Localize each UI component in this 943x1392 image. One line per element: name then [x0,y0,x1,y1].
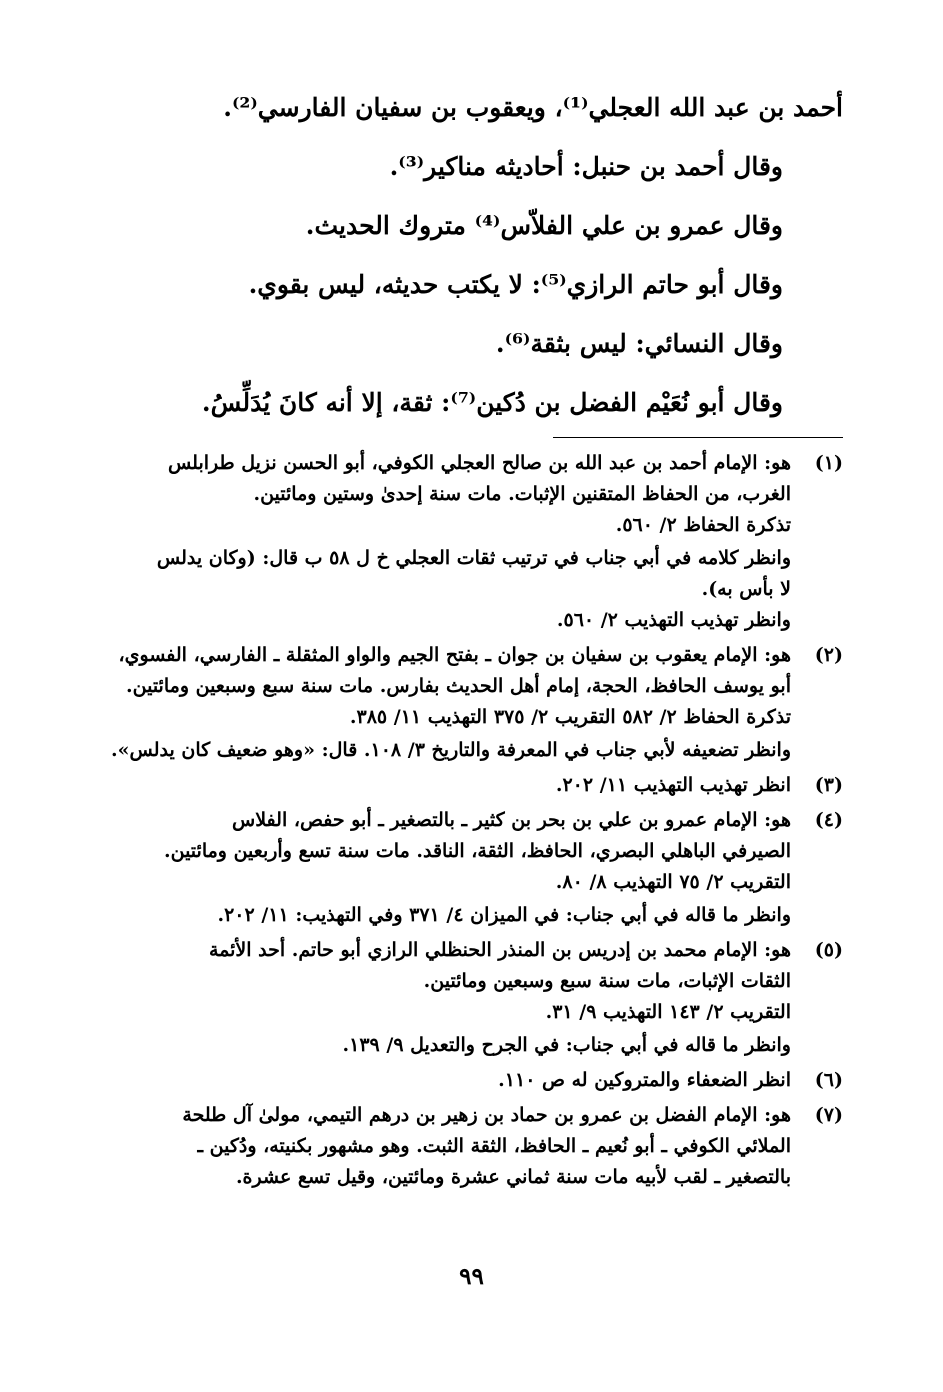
footnote-line: وانظر ما قاله في أبي جناب: في الميزان ٤/ ٣٧١ وفي التهذيب: ١١/ ٢٠٢. [217,904,791,926]
footnote-line: هو: الإمام عمرو بن علي بن بحر بن كثير ـ بالتصغير ـ أبو حفص، الفلاس [232,809,791,831]
footnote-line: هو: الإمام محمد بن إدريس بن المنذر الحنظلي الرازي أبو حاتم. أحد الأئمة [208,939,791,961]
footnote-number: (٧) [814,1104,843,1126]
footnote-line: أبو يوسف الحافظ، الحجة، إمام أهل الحديث بفارس. مات سنة سبع وسبعين ومائتين. [126,675,791,697]
footnote-line: الثقات الإثبات، مات سنة سبع وسبعين ومائتين. [423,970,791,992]
footnote-line: تذكرة الحفاظ ٢/ ٥٦٠. [615,514,791,536]
footnote [88,448,843,636]
footnote [88,640,843,766]
main-line: وقال أحمد بن حنبل: أحاديثه مناكير⁽³⁾. [389,152,783,181]
footnote-number: (٢) [814,644,843,666]
footnote-line: الغرب، من الحفاظ المتقنين الإثبات. مات سنة إحدىٰ وستين ومائتين. [253,483,791,505]
footnote-number: (٣) [814,774,843,796]
footnote-line: التقريب ٢/ ١٤٣ التهذيب ٩/ ٣١. [545,1001,791,1023]
footnote [88,805,843,931]
footnote-line: بالتصغير ـ لقب لأبيه مات سنة ثماني عشرة ومائتين، وقيل تسع عشرة. [235,1166,791,1188]
footnote [88,1065,843,1096]
footnote [88,935,843,1061]
main-line: أحمد بن عبد الله العجلي⁽¹⁾، ويعقوب بن سفيان الفارسي⁽²⁾. [223,93,843,122]
footnote [88,1100,843,1193]
footnote-line: وانظر تضعيفه لأبي جناب في المعرفة والتاريخ ٣/ ١٠٨. قال: «وهو ضعيف كان يدلس». [111,739,791,761]
footnote-line: هو: الإمام الفضل بن عمرو بن حماد بن زهير بن درهم التيمي، مولىٰ آل طلحة [182,1104,791,1126]
footnote-line: وانظر ما قاله في أبي جناب: في الجرح والتعديل ٩/ ١٣٩. [342,1034,791,1056]
main-line: وقال عمرو بن علي الفلاّس⁽⁴⁾ متروك الحديث. [305,211,783,240]
footnote-number: (٦) [814,1069,843,1091]
footnote-number: (٤) [814,809,843,831]
footnote-line: انظر تهذيب التهذيب ١١/ ٢٠٢. [555,774,791,796]
footnote-line: هو: الإمام يعقوب بن سفيان بن جوان ـ بفتح الجيم والواو المثقلة ـ الفارسي، الفسوي، [118,644,791,666]
footnote-line: الصيرفي الباهلي البصري، الحافظ، الثقة، الناقد. مات سنة تسع وأربعين ومائتين. [164,840,791,862]
main-text [60,78,843,432]
footnote-number: (١) [814,452,843,474]
footnote-line: الملائي الكوفي ـ أبو نُعيم ـ الحافظ، الثقة الثبت. وهو مشهور بكنيته، ودُكين ـ [197,1135,791,1157]
footnote-separator [553,437,843,438]
footnote-line: وانظر تهذيب التهذيب ٢/ ٥٦٠. [556,609,791,631]
footnote-line: التقريب ٢/ ٧٥ التهذيب ٨/ ٨٠. [555,871,791,893]
main-line: وقال أبو حاتم الرازي⁽⁵⁾: لا يكتب حديثه، ليس بقوي. [248,270,783,299]
footnote-line: لا بأس به). [701,578,791,600]
footnote [88,770,843,801]
page-number: ٩٩ [459,1263,484,1290]
footnote-number: (٥) [814,939,843,961]
footnotes [88,448,843,1197]
footnote-line: انظر الضعفاء والمتروكين له ص ١١٠. [498,1069,791,1091]
footnote-line: تذكرة الحفاظ ٢/ ٥٨٢ التقريب ٢/ ٣٧٥ التهذيب ١١/ ٣٨٥. [349,706,791,728]
footnote-line: وانظر كلامه في أبي جناب في ترتيب ثقات العجلي خ ل ٥٨ ب قال: (وكان يدلس [156,547,791,569]
footnote-line: هو: الإمام أحمد بن عبد الله بن صالح العجلي الكوفي، أبو الحسن نزيل طرابلس [167,452,791,474]
main-line: وقال النسائي: ليس بثقة⁽⁶⁾. [495,329,783,358]
main-line: وقال أبو نُعَيْم الفضل بن دُكين⁽⁷⁾: ثقة، إلا أنه كانَ يُدَلِّسُ. [201,388,783,417]
